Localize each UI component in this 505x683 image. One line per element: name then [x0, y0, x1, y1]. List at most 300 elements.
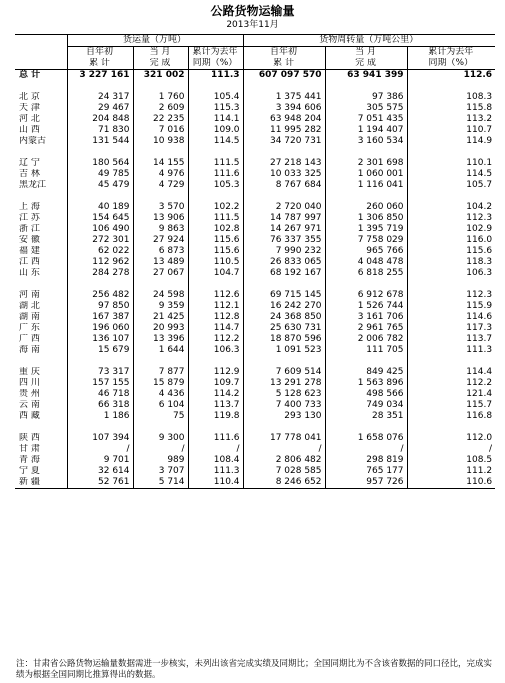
- footnote: 注：甘肃省公路货物运输量数据需进一步核实，未列出该省完成实绩及同期比；全国同期比为不含该省数据的同口径比，完成实绩为根据全国同期比推算得出的数据。: [16, 659, 493, 680]
- cell-v5: 498 566: [325, 389, 407, 400]
- cell-v1: 256 482: [67, 290, 133, 301]
- col-header-month: 当 月: [133, 47, 188, 59]
- page-title: 公路货物运输量: [210, 4, 295, 18]
- cell-v4: 8 246 652: [243, 477, 325, 489]
- cell-v3: 111.5: [188, 158, 243, 169]
- cell-v3: 111.3: [188, 70, 243, 82]
- cell-v6: 118.3: [407, 257, 495, 268]
- cell-v2: 15 879: [133, 378, 188, 389]
- cell-v6: 114.4: [407, 367, 495, 378]
- region-name: 总 计: [19, 70, 41, 80]
- cell-v6: [407, 191, 495, 202]
- col-header-month-2: 完 成: [325, 58, 407, 70]
- cell-v5: 1 306 850: [325, 213, 407, 224]
- region-name: 广 西: [19, 334, 40, 344]
- cell-v2: 21 425: [133, 312, 188, 323]
- cell-v4: 10 033 325: [243, 169, 325, 180]
- cell-v1: 196 060: [67, 323, 133, 334]
- cell-v6: 108.3: [407, 92, 495, 103]
- cell-v2: 13 489: [133, 257, 188, 268]
- table-row: [15, 334, 495, 345]
- cell-v2: [133, 81, 188, 92]
- cell-v6: 111.2: [407, 466, 495, 477]
- cell-v4: 7 400 733: [243, 400, 325, 411]
- cell-v5: 7 051 435: [325, 114, 407, 125]
- cell-v1: 272 301: [67, 235, 133, 246]
- table-row: [15, 433, 495, 444]
- cell-v5: 1 116 041: [325, 180, 407, 191]
- cell-v6: 115.8: [407, 103, 495, 114]
- cell-v1: [67, 147, 133, 158]
- cell-v3: 114.1: [188, 114, 243, 125]
- cell-v3: [188, 279, 243, 290]
- region-name: 河 南: [19, 290, 40, 300]
- cell-v6: /: [407, 444, 495, 455]
- page-subtitle: 2013年11月: [226, 20, 279, 30]
- cell-v5: [325, 191, 407, 202]
- cell-v5: /: [325, 444, 407, 455]
- cell-v1: [67, 356, 133, 367]
- col-header-ytd-2: 累 计: [243, 58, 325, 70]
- cell-v5: 97 386: [325, 92, 407, 103]
- col-header-pct: 累计为去年: [188, 47, 243, 59]
- cell-v5: 6 912 678: [325, 290, 407, 301]
- table-row: [15, 477, 495, 489]
- cell-v2: 14 155: [133, 158, 188, 169]
- cell-v6: 116.0: [407, 235, 495, 246]
- cell-v4: 76 337 355: [243, 235, 325, 246]
- cell-v3: [188, 81, 243, 92]
- cell-v1: 45 479: [67, 180, 133, 191]
- cell-v4: 11 995 282: [243, 125, 325, 136]
- cell-v1: [67, 422, 133, 433]
- cell-v3: 108.4: [188, 455, 243, 466]
- cell-v4: [243, 81, 325, 92]
- cell-v5: [325, 422, 407, 433]
- region-name: 青 海: [19, 455, 40, 465]
- cell-v6: 114.9: [407, 136, 495, 147]
- cell-v5: [325, 279, 407, 290]
- cell-v4: 16 242 270: [243, 301, 325, 312]
- cell-v2: 6 104: [133, 400, 188, 411]
- cell-v4: /: [243, 444, 325, 455]
- col-header-ytd-2: 累 计: [67, 58, 133, 70]
- region-name: 湖 南: [19, 312, 40, 322]
- cell-v2: 5 714: [133, 477, 188, 489]
- cell-v1: 49 785: [67, 169, 133, 180]
- cell-v1: 131 544: [67, 136, 133, 147]
- cell-v4: 69 715 145: [243, 290, 325, 301]
- cell-v3: 112.9: [188, 367, 243, 378]
- region-name: 山 东: [19, 268, 40, 278]
- cell-v2: 75: [133, 411, 188, 422]
- cell-v5: 2 961 765: [325, 323, 407, 334]
- cell-v5: 2 301 698: [325, 158, 407, 169]
- table-row: [15, 213, 495, 224]
- cell-v2: 7 016: [133, 125, 188, 136]
- cell-v4: 2 720 040: [243, 202, 325, 213]
- cell-v1: 46 718: [67, 389, 133, 400]
- cell-v5: 1 526 744: [325, 301, 407, 312]
- cell-v4: [243, 356, 325, 367]
- cell-v5: 749 034: [325, 400, 407, 411]
- col-header-month: 当 月: [325, 47, 407, 59]
- cell-v3: [188, 191, 243, 202]
- cell-v1: 97 850: [67, 301, 133, 312]
- cell-v4: 34 720 731: [243, 136, 325, 147]
- region-name: 西 藏: [19, 411, 40, 421]
- table-row: [15, 323, 495, 334]
- cell-v6: 113.7: [407, 334, 495, 345]
- cell-v3: 111.5: [188, 213, 243, 224]
- region-name: 吉 林: [19, 169, 40, 179]
- spacer-row: [15, 422, 495, 433]
- header-row-2: [15, 58, 495, 70]
- table-row: [15, 378, 495, 389]
- corner-cell: [15, 35, 67, 47]
- cell-v4: 8 767 684: [243, 180, 325, 191]
- cell-v2: 321 002: [133, 70, 188, 82]
- cell-v6: 112.0: [407, 433, 495, 444]
- cell-v3: [188, 147, 243, 158]
- cell-v3: 111.6: [188, 169, 243, 180]
- region-name: 浙 江: [19, 224, 40, 234]
- cell-v5: 965 766: [325, 246, 407, 257]
- table-row: [15, 136, 495, 147]
- cell-v6: 110.7: [407, 125, 495, 136]
- col-header-pct: 累计为去年: [407, 47, 495, 59]
- cell-v4: 24 368 850: [243, 312, 325, 323]
- cell-v2: 4 729: [133, 180, 188, 191]
- cell-v3: 109.0: [188, 125, 243, 136]
- cell-v1: 62 022: [67, 246, 133, 257]
- cell-v2: 989: [133, 455, 188, 466]
- cell-v6: 114.5: [407, 169, 495, 180]
- table-row: [15, 444, 495, 455]
- region-name: 四 川: [19, 378, 40, 388]
- cell-v1: 66 318: [67, 400, 133, 411]
- cell-v4: 5 128 623: [243, 389, 325, 400]
- cell-v1: 9 701: [67, 455, 133, 466]
- cell-v5: 111 705: [325, 345, 407, 356]
- cell-v6: 113.2: [407, 114, 495, 125]
- col-header-month-2: 完 成: [133, 58, 188, 70]
- region-name: 山 西: [19, 125, 40, 135]
- region-name: [15, 279, 67, 290]
- cell-v2: 20 993: [133, 323, 188, 334]
- cell-v2: 3 570: [133, 202, 188, 213]
- cell-v5: 1 395 719: [325, 224, 407, 235]
- cell-v6: 112.3: [407, 290, 495, 301]
- cell-v2: 6 873: [133, 246, 188, 257]
- table-row: [15, 290, 495, 301]
- region-name: 江 西: [19, 257, 40, 267]
- cell-v1: 1 186: [67, 411, 133, 422]
- region-name: [15, 356, 67, 367]
- region-name: 陕 西: [19, 433, 40, 443]
- cell-v4: 7 028 585: [243, 466, 325, 477]
- cell-v4: 18 870 596: [243, 334, 325, 345]
- cell-v3: 109.7: [188, 378, 243, 389]
- cell-v2: /: [133, 444, 188, 455]
- cell-v5: 1 194 407: [325, 125, 407, 136]
- table-row: [15, 312, 495, 323]
- cell-v3: 115.6: [188, 246, 243, 257]
- cell-v6: 117.3: [407, 323, 495, 334]
- group-header-turnover: 货物周转量（万吨公里）: [243, 35, 495, 47]
- col-header-pct-2: 同期（%）: [407, 58, 495, 70]
- table-row: [15, 367, 495, 378]
- region-name: [15, 81, 67, 92]
- table-row: [15, 455, 495, 466]
- table-row: [15, 246, 495, 257]
- region-name: [15, 191, 67, 202]
- cell-v3: 102.8: [188, 224, 243, 235]
- cell-v4: 1 375 441: [243, 92, 325, 103]
- cell-v5: 3 160 534: [325, 136, 407, 147]
- region-name: 贵 州: [19, 389, 40, 399]
- cell-v4: 14 787 997: [243, 213, 325, 224]
- cell-v2: 27 067: [133, 268, 188, 279]
- cell-v1: 167 387: [67, 312, 133, 323]
- cell-v3: [188, 356, 243, 367]
- cell-v1: 29 467: [67, 103, 133, 114]
- cell-v4: 25 630 731: [243, 323, 325, 334]
- cell-v3: 110.4: [188, 477, 243, 489]
- table-row: [15, 180, 495, 191]
- cell-v6: [407, 279, 495, 290]
- cell-v3: 104.7: [188, 268, 243, 279]
- header-row-1: [15, 47, 495, 59]
- region-name: 天 津: [19, 103, 40, 113]
- cell-v1: 3 227 161: [67, 70, 133, 82]
- cell-v1: 52 761: [67, 477, 133, 489]
- cell-v1: 107 394: [67, 433, 133, 444]
- cell-v1: 112 962: [67, 257, 133, 268]
- cell-v2: 10 938: [133, 136, 188, 147]
- region-name: [15, 422, 67, 433]
- cell-v6: [407, 422, 495, 433]
- cell-v3: 112.2: [188, 334, 243, 345]
- region-name: [15, 147, 67, 158]
- cell-v5: 2 006 782: [325, 334, 407, 345]
- table-row: [15, 70, 495, 82]
- cell-v4: 27 218 143: [243, 158, 325, 169]
- cell-v3: 115.6: [188, 235, 243, 246]
- region-name: 北 京: [19, 92, 40, 102]
- cell-v2: 13 906: [133, 213, 188, 224]
- cell-v6: 102.9: [407, 224, 495, 235]
- cell-v6: 108.5: [407, 455, 495, 466]
- cell-v2: [133, 191, 188, 202]
- cell-v5: [325, 147, 407, 158]
- cell-v1: 73 317: [67, 367, 133, 378]
- cell-v3: 119.8: [188, 411, 243, 422]
- cell-v5: 1 060 001: [325, 169, 407, 180]
- table-row: [15, 257, 495, 268]
- cell-v2: 22 235: [133, 114, 188, 125]
- freight-table: [15, 34, 495, 489]
- table-row: [15, 224, 495, 235]
- cell-v4: [243, 147, 325, 158]
- cell-v2: [133, 279, 188, 290]
- cell-v5: 6 818 255: [325, 268, 407, 279]
- table-row: [15, 389, 495, 400]
- cell-v3: 112.1: [188, 301, 243, 312]
- cell-v1: 204 848: [67, 114, 133, 125]
- cell-v1: 106 490: [67, 224, 133, 235]
- cell-v5: 28 351: [325, 411, 407, 422]
- table-row: [15, 345, 495, 356]
- cell-v3: 114.5: [188, 136, 243, 147]
- cell-v3: 113.7: [188, 400, 243, 411]
- region-name: 云 南: [19, 400, 40, 410]
- cell-v5: 305 575: [325, 103, 407, 114]
- cell-v5: 765 177: [325, 466, 407, 477]
- region-name: 福 建: [19, 246, 40, 256]
- cell-v4: 68 192 167: [243, 268, 325, 279]
- cell-v4: 2 806 482: [243, 455, 325, 466]
- cell-v6: 110.6: [407, 477, 495, 489]
- cell-v6: 115.9: [407, 301, 495, 312]
- table-row: [15, 92, 495, 103]
- cell-v2: 9 359: [133, 301, 188, 312]
- cell-v3: 114.2: [188, 389, 243, 400]
- spacer-row: [15, 81, 495, 92]
- cell-v3: 110.5: [188, 257, 243, 268]
- group-header-volume: 货运量（万吨）: [67, 35, 243, 47]
- region-name: 上 海: [19, 202, 40, 212]
- cell-v2: [133, 422, 188, 433]
- cell-v1: /: [67, 444, 133, 455]
- cell-v3: 114.7: [188, 323, 243, 334]
- cell-v6: 112.2: [407, 378, 495, 389]
- table-row: [15, 158, 495, 169]
- cell-v3: 105.3: [188, 180, 243, 191]
- col-header-ytd: 自年初: [243, 47, 325, 59]
- cell-v6: 106.3: [407, 268, 495, 279]
- cell-v2: [133, 356, 188, 367]
- region-name: 江 苏: [19, 213, 40, 223]
- cell-v5: [325, 81, 407, 92]
- cell-v4: [243, 422, 325, 433]
- cell-v1: 32 614: [67, 466, 133, 477]
- cell-v6: 114.6: [407, 312, 495, 323]
- cell-v6: 112.3: [407, 213, 495, 224]
- cell-v5: 7 758 029: [325, 235, 407, 246]
- col-header-ytd: 自年初: [67, 47, 133, 59]
- cell-v6: 121.4: [407, 389, 495, 400]
- table-row: [15, 466, 495, 477]
- cell-v6: 115.7: [407, 400, 495, 411]
- cell-v4: 293 130: [243, 411, 325, 422]
- table-row: [15, 268, 495, 279]
- table-row: [15, 125, 495, 136]
- cell-v4: [243, 279, 325, 290]
- cell-v2: 3 707: [133, 466, 188, 477]
- cell-v1: 157 155: [67, 378, 133, 389]
- cell-v4: [243, 191, 325, 202]
- region-name: 广 东: [19, 323, 40, 333]
- cell-v2: 13 396: [133, 334, 188, 345]
- cell-v5: 1 563 896: [325, 378, 407, 389]
- region-name: 内蒙古: [19, 136, 47, 146]
- cell-v2: 9 863: [133, 224, 188, 235]
- cell-v2: 24 598: [133, 290, 188, 301]
- cell-v1: 40 189: [67, 202, 133, 213]
- table-row: [15, 400, 495, 411]
- cell-v3: 106.3: [188, 345, 243, 356]
- region-name: 黑龙江: [19, 180, 47, 190]
- cell-v5: 3 161 706: [325, 312, 407, 323]
- table-row: [15, 301, 495, 312]
- table-row: [15, 103, 495, 114]
- cell-v2: 1 644: [133, 345, 188, 356]
- cell-v6: 110.1: [407, 158, 495, 169]
- col-header-pct-2: 同期（%）: [188, 58, 243, 70]
- cell-v5: 298 819: [325, 455, 407, 466]
- cell-v1: 154 645: [67, 213, 133, 224]
- cell-v6: 115.6: [407, 246, 495, 257]
- cell-v3: /: [188, 444, 243, 455]
- cell-v3: 112.6: [188, 290, 243, 301]
- cell-v5: 63 941 399: [325, 70, 407, 82]
- cell-v3: 115.3: [188, 103, 243, 114]
- cell-v2: 4 976: [133, 169, 188, 180]
- region-name: 宁 夏: [19, 466, 40, 476]
- cell-v5: 957 726: [325, 477, 407, 489]
- table-row: [15, 169, 495, 180]
- cell-v2: 2 609: [133, 103, 188, 114]
- table-row: [15, 235, 495, 246]
- region-name: 安 徽: [19, 235, 40, 245]
- region-name: 湖 北: [19, 301, 40, 311]
- table-row: [15, 114, 495, 125]
- table-row: [15, 411, 495, 422]
- region-name: 甘 肃: [19, 444, 40, 454]
- cell-v2: 27 924: [133, 235, 188, 246]
- region-name: 新 疆: [15, 477, 67, 489]
- cell-v6: [407, 356, 495, 367]
- region-name: 重 庆: [19, 367, 40, 377]
- cell-v5: [325, 356, 407, 367]
- cell-v2: 1 760: [133, 92, 188, 103]
- cell-v6: 116.8: [407, 411, 495, 422]
- cell-v1: 24 317: [67, 92, 133, 103]
- cell-v6: [407, 81, 495, 92]
- region-name: 海 南: [19, 345, 40, 355]
- table-body: [15, 70, 495, 489]
- cell-v3: 105.4: [188, 92, 243, 103]
- cell-v4: 17 778 041: [243, 433, 325, 444]
- cell-v3: 111.3: [188, 466, 243, 477]
- cell-v4: 7 990 232: [243, 246, 325, 257]
- cell-v1: [67, 81, 133, 92]
- cell-v3: 111.6: [188, 433, 243, 444]
- cell-v6: 111.3: [407, 345, 495, 356]
- cell-v3: [188, 422, 243, 433]
- cell-v6: 112.6: [407, 70, 495, 82]
- region-name: 河 北: [19, 114, 40, 124]
- cell-v4: 14 267 971: [243, 224, 325, 235]
- cell-v2: [133, 147, 188, 158]
- spacer-row: [15, 356, 495, 367]
- cell-v5: 260 060: [325, 202, 407, 213]
- spacer-row: [15, 191, 495, 202]
- cell-v1: 180 564: [67, 158, 133, 169]
- spacer-row: [15, 279, 495, 290]
- cell-v1: [67, 191, 133, 202]
